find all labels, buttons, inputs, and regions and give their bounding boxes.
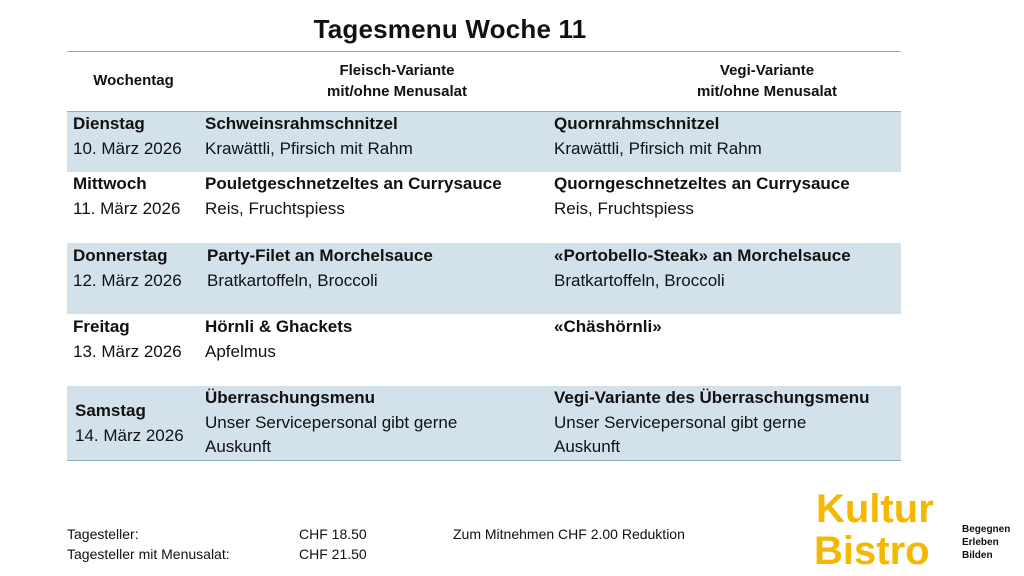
date: 10. März 2026: [73, 138, 182, 158]
table-bottom-rule: [67, 460, 901, 461]
table-row: [67, 243, 901, 314]
logo-word-bistro: Bistro: [814, 529, 930, 573]
weekday: Dienstag: [73, 114, 145, 133]
veg-side: Bratkartoffeln, Broccoli: [554, 270, 725, 290]
header-veg: [622, 60, 912, 102]
meat-cell: [205, 172, 545, 221]
veg-main: Quornrahmschnitzel: [554, 114, 720, 133]
veg-main: Vegi-Variante des Überraschungsmenu: [554, 388, 870, 407]
meat-side: Reis, Fruchtspiess: [205, 198, 345, 218]
meat-main: Pouletgeschnetzeltes an Currysauce: [205, 174, 502, 193]
meat-main: Party-Filet an Morchelsauce: [207, 246, 433, 265]
header-veg-subtitle: mit/ohne Menusalat: [696, 83, 838, 100]
meat-side: Krawättli, Pfirsich mit Rahm: [205, 138, 413, 158]
meat-main: Überraschungsmenu: [205, 388, 376, 407]
date: 11. März 2026: [73, 198, 181, 218]
page-title: Tagesmenu Woche 11: [313, 14, 587, 44]
meat-side: Unser Servicepersonal gibt gerne Auskunft: [205, 412, 458, 456]
takeaway-note: Zum Mitnehmen CHF 2.00 Reduktion: [453, 526, 685, 542]
veg-cell: [554, 315, 899, 340]
table-row: [67, 172, 901, 243]
table-row: [67, 314, 901, 386]
header-day: Wochentag: [93, 72, 174, 89]
veg-main: «Portobello-Steak» an Morchelsauce: [554, 246, 851, 265]
veg-cell: [554, 112, 899, 161]
date: 12. März 2026: [73, 270, 182, 290]
veg-cell: [554, 244, 899, 293]
meat-cell: [205, 112, 545, 161]
veg-main: Quorngeschnetzeltes an Currysauce: [554, 174, 850, 193]
meat-cell: [207, 244, 547, 293]
veg-side: Unser Servicepersonal gibt gerne Auskunft: [554, 412, 807, 456]
logo-word-kultur: Kultur: [816, 487, 934, 531]
meat-side: Apfelmus: [205, 341, 276, 361]
kultur-bistro-logo: [810, 486, 1020, 574]
price-label-2: Tagesteller mit Menusalat:: [67, 546, 230, 562]
meat-main: Schweinsrahmschnitzel: [205, 114, 398, 133]
table-row: [67, 386, 901, 460]
header-meat: [272, 60, 522, 102]
price-label-1: Tagesteller:: [67, 526, 139, 542]
veg-main: «Chäshörnli»: [554, 317, 662, 336]
meat-cell: [205, 386, 505, 460]
price-value-1: CHF 18.50: [299, 526, 367, 542]
logo-tag-begegnen: Begegnen: [962, 524, 1011, 535]
table-header: [67, 52, 901, 110]
table-row: [67, 112, 901, 172]
date: 14. März 2026: [75, 425, 184, 445]
price-value-2: CHF 21.50: [299, 546, 367, 562]
meat-side: Bratkartoffeln, Broccoli: [207, 270, 378, 290]
header-meat-subtitle: mit/ohne Menusalat: [326, 83, 468, 100]
weekday: Mittwoch: [73, 174, 147, 193]
logo-tag-bilden: Bilden: [962, 550, 993, 561]
date: 13. März 2026: [73, 341, 182, 361]
veg-side: Krawättli, Pfirsich mit Rahm: [554, 138, 762, 158]
veg-cell: [554, 386, 899, 460]
logo-tag-erleben: Erleben: [962, 537, 999, 548]
header-meat-title: Fleisch-Variante: [339, 62, 455, 79]
weekday: Samstag: [75, 401, 146, 420]
veg-cell: [554, 172, 899, 221]
header-veg-title: Vegi-Variante: [719, 62, 815, 79]
weekday: Donnerstag: [73, 246, 168, 265]
meat-cell: [205, 315, 545, 364]
meat-main: Hörnli & Ghackets: [205, 317, 353, 336]
veg-side: Reis, Fruchtspiess: [554, 198, 694, 218]
weekday: Freitag: [73, 317, 130, 336]
